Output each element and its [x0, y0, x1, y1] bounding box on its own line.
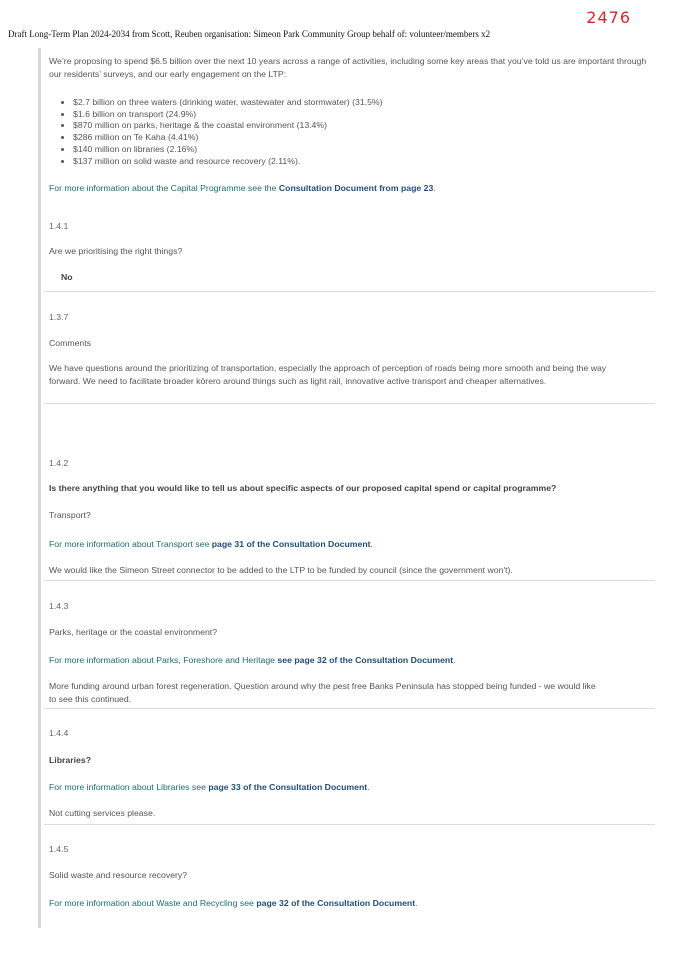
question-number: 1.4.5: [49, 844, 69, 854]
parks-info: For more information about Parks, Foreshore and Heritage see page 32 of the Consultation Document.: [49, 655, 456, 665]
divider: [44, 291, 655, 292]
consultation-document-link[interactable]: page 31 of the Consultation Document: [211, 539, 371, 549]
divider: [44, 708, 655, 709]
consultation-document-link[interactable]: page 33 of the Consultation Document: [208, 782, 368, 792]
capital-programme-info: For more information about the Capital Programme see the Consultation Document from page 23.: [49, 183, 436, 193]
list-item: • $870 million on parks, heritage & the coastal environment (13.4%): [73, 120, 675, 132]
page-number: 2476: [586, 8, 631, 27]
spending-list: [49, 97, 675, 167]
consultation-document-link[interactable]: page 32 of the Consultation Document: [256, 898, 416, 908]
question-number: 1.4.2: [49, 458, 69, 468]
question-text: Solid waste and resource recovery?: [49, 870, 188, 880]
question-number: 1.4.3: [49, 601, 69, 611]
consultation-document-link[interactable]: see page 32 of the Consultation Document: [277, 655, 454, 665]
answer-text: No: [61, 272, 73, 282]
answer-text: Not cutting services please.: [49, 808, 156, 818]
list-item: • $286 million on Te Kaha (4.41%): [73, 132, 675, 144]
divider: [44, 824, 655, 825]
question-text: Parks, heritage or the coastal environment?: [49, 627, 218, 637]
sub-question-text: Transport?: [49, 510, 91, 520]
question-text: Comments: [49, 338, 91, 348]
consultation-document-link[interactable]: Consultation Document from page 23: [278, 183, 434, 193]
question-text: Libraries?: [49, 755, 92, 765]
list-item: • $1.6 billion on transport (24.9%): [73, 109, 675, 121]
question-number: 1.4.4: [49, 728, 69, 738]
submission-content: [38, 48, 657, 928]
waste-info: For more information about Waste and Recycling see page 32 of the Consultation Document.: [49, 898, 418, 908]
question-text: Are we prioritising the right things?: [49, 246, 183, 256]
libraries-info: For more information about Libraries see page 33 of the Consultation Document.: [49, 782, 370, 792]
list-item: • $2.7 billion on three waters (drinking water, wastewater and stormwater) (31.5%): [73, 97, 675, 109]
divider: [44, 403, 655, 404]
document-header: Draft Long-Term Plan 2024-2034 from Scott, Reuben organisation: Simeon Park Community Group behalf of: volunteer/members x2: [8, 29, 491, 39]
question-number: 1.3.7: [49, 312, 69, 322]
list-item: • $137 million on solid waste and resource recovery (2.11%).: [73, 156, 675, 168]
question-text: Is there anything that you would like to tell us about specific aspects of our proposed capital spend or capital programme?: [49, 483, 557, 493]
answer-text: More funding around urban forest regeneration. Question around why the pest free Banks Peninsula has stopped being funded - we would like to see this continued.: [49, 681, 596, 704]
answer-text: We would like the Simeon Street connector to be added to the LTP to be funded by council (since the government won't).: [49, 565, 513, 575]
transport-info: For more information about Transport see page 31 of the Consultation Document.: [49, 539, 373, 549]
divider: [44, 580, 655, 581]
list-item: • $140 million on libraries (2.16%): [73, 144, 675, 156]
intro-text: We’re proposing to spend $6.5 billion over the next 10 years across a range of activities, including some key areas that you’ve told us are important through our residents’ surveys, and our early engagement on the LTP:: [49, 56, 647, 79]
question-number: 1.4.1: [49, 221, 69, 231]
answer-text: We have questions around the prioritizing of transportation, especially the approach of perception of roads being more smooth and being the way forward. We need to facilitate broader kōrero around things such as light rail, innovative active transport and cheaper alternatives.: [49, 363, 607, 386]
